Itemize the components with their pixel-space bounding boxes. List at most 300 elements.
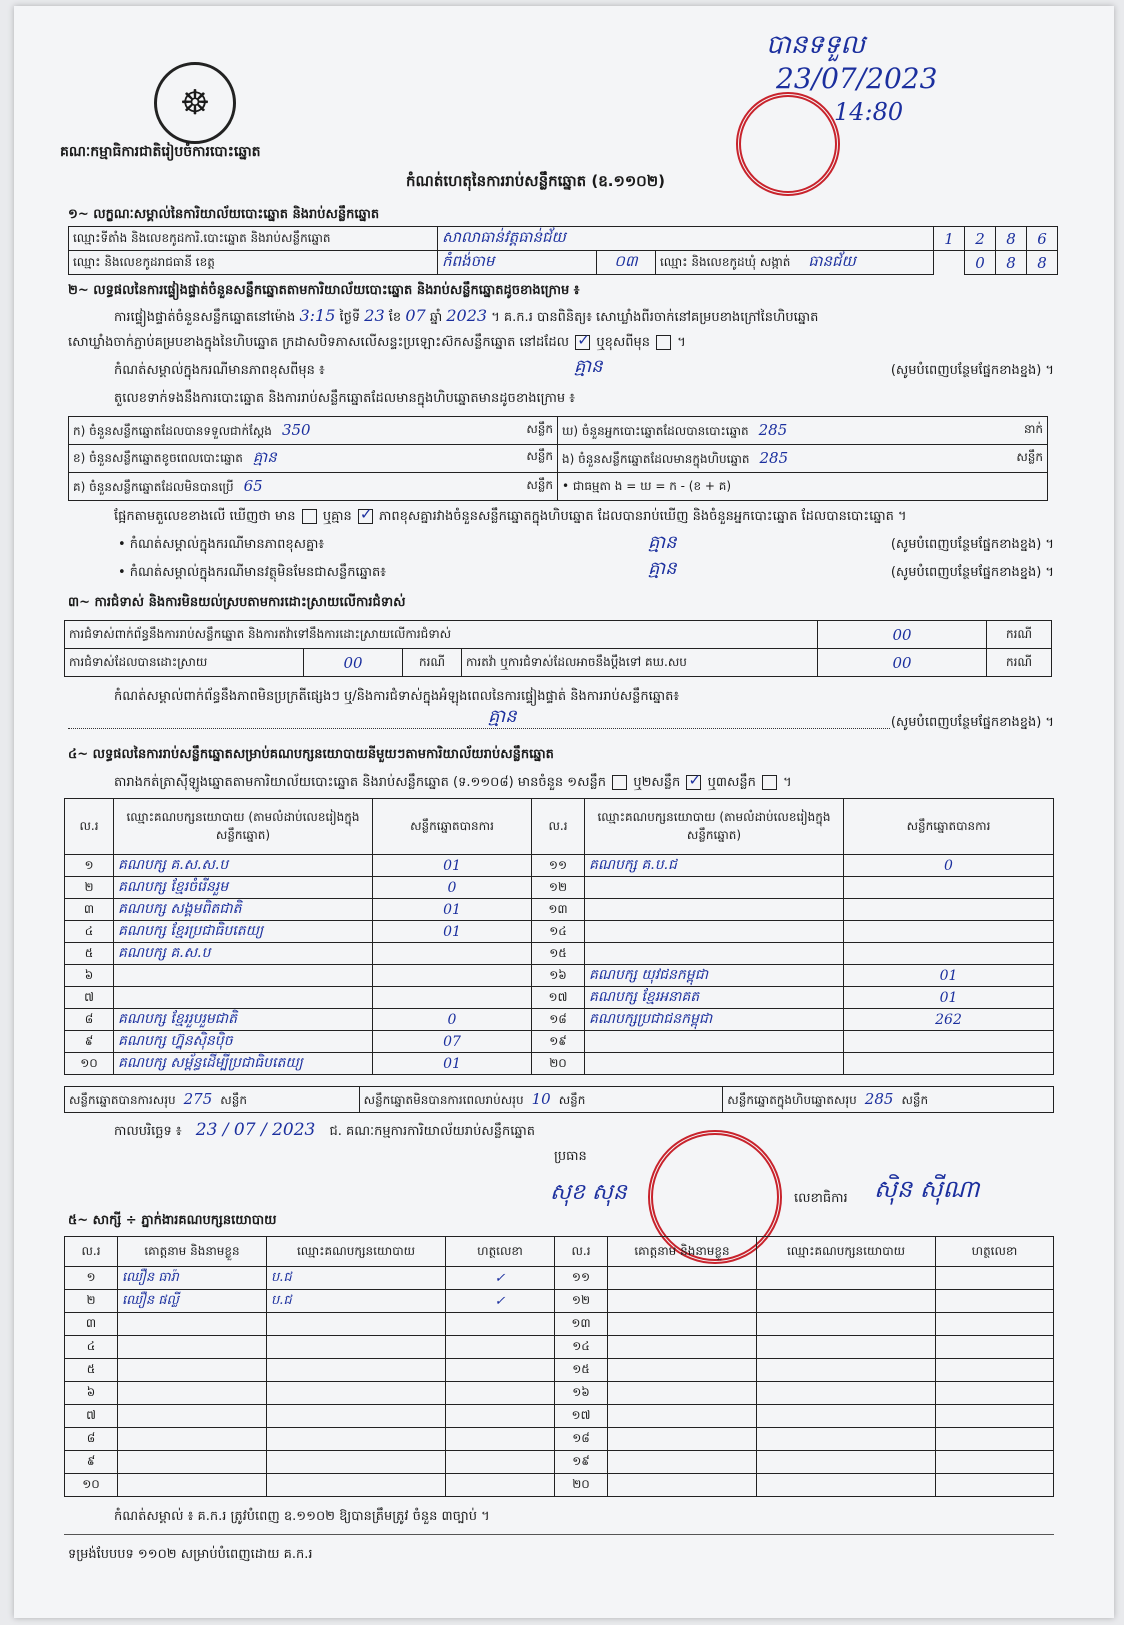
witness-name: ឈឿន ផល្លី: [118, 1290, 267, 1313]
two-sheet-checkbox[interactable]: [686, 775, 701, 790]
party-name: គណបក្ស គ.ស.ប: [114, 943, 373, 965]
total-invalid-label: សន្លឹកឆ្នោតមិនបានការពេលរាប់សរុប: [363, 1092, 524, 1107]
witness-name: [118, 1336, 267, 1359]
row-number: ២០: [555, 1474, 608, 1497]
total-invalid-cell: [359, 1087, 723, 1113]
party-name: [585, 877, 844, 899]
party-name: [585, 899, 844, 921]
col-votes: សន្លឹកឆ្នោតបានការ: [844, 799, 1054, 855]
witness-party: [267, 1428, 446, 1451]
party-results-table: [64, 798, 1054, 1075]
total-box-cell: [723, 1087, 1054, 1113]
objections-table: [64, 620, 1052, 677]
figure-label-b: [69, 445, 558, 473]
commune-code-digit: 8: [1027, 251, 1058, 275]
row-number: ១៩: [532, 1031, 585, 1053]
appeal-label: ការតវ៉ា ឬការជំទាស់ដែលអាចនឹងប្តឹងទៅ គឃ.សប: [462, 649, 818, 677]
vote-count: 0: [373, 877, 532, 899]
chair-label: ប្រធាន: [554, 1149, 587, 1164]
chair-signature: សុខ សុន: [550, 1180, 627, 1205]
footer-divider: [64, 1534, 1054, 1535]
verification-time: 3:15: [299, 306, 336, 325]
unit: ករណី: [987, 649, 1052, 677]
location-value: សាលាធាន់វត្តធាន់ជ័យ: [438, 227, 934, 251]
col-party: ឈ្មោះគណបក្សនយោបាយ (តាមលំដាប់លេខរៀងក្នុងសន្លឹកឆ្នោត): [114, 799, 373, 855]
changed-checkbox[interactable]: [656, 335, 671, 350]
table-row: [65, 943, 1054, 965]
party-name: គណបក្ស ខ្មែរអនាគត: [585, 987, 844, 1009]
witness-party: [757, 1405, 936, 1428]
code-digit: 8: [996, 227, 1027, 251]
witness-party: [267, 1405, 446, 1428]
witness-party: [267, 1382, 446, 1405]
commune-label: ឈ្មោះ និងលេខកូដឃុំ សង្កាត់: [660, 254, 791, 269]
received-ballots-value: 350: [281, 420, 311, 439]
row-number: ១០: [65, 1053, 114, 1075]
row-number: ៤: [65, 921, 114, 943]
col-no: ល.រ: [555, 1237, 608, 1267]
verification-year: 2023: [446, 306, 488, 325]
province-code: ០៣: [597, 251, 656, 275]
witness-signature: [936, 1313, 1054, 1336]
col-no: ល.រ: [65, 1237, 118, 1267]
col-name: គោត្តនាម និងនាមខ្លួន: [608, 1237, 757, 1267]
fill-hint: (សូមបំពេញបន្ថែមផ្នែកខាងខ្នង) ។: [890, 537, 1054, 552]
witness-signature: ✓: [446, 1267, 555, 1290]
code-digit: 1: [934, 227, 965, 251]
vote-count: 01: [844, 965, 1054, 987]
object-note-value: គ្មាន: [648, 558, 677, 579]
col-signature: ហត្ថលេខា: [936, 1237, 1054, 1267]
difference-check-c: ភាពខុសគ្នារវាងចំនួនសន្លឹកឆ្នោតក្នុងហិបឆ្នោត ដែលបានរាប់ឃើញ និងចំនួនអ្នកបោះឆ្នោត ដែលបានបោះឆ្នោត ។: [379, 509, 907, 524]
vote-count: 01: [373, 855, 532, 877]
province-label: ឈ្មោះ និងលេខកូដរាជធានី ខេត្ត: [69, 251, 438, 275]
party-name: [114, 965, 373, 987]
table-row: [65, 921, 1054, 943]
party-name: [585, 943, 844, 965]
table-row: [65, 1313, 1054, 1336]
witness-signature: [936, 1382, 1054, 1405]
formula-text: • ជាធម្មតា ង = ឃ = ក - (ខ + គ): [562, 478, 732, 493]
total-box-value: 285: [864, 1089, 894, 1108]
section2-title: ២~ លទ្ធផលនៃការផ្ទៀងផ្ទាត់ចំនួនសន្លឹកឆ្នោតតាមការិយាល័យបោះឆ្នោត និងរាប់សន្លឹកឆ្នោតដូចខាងក្រោម ៖: [68, 283, 580, 298]
difference-note-value: គ្មាន: [574, 356, 603, 377]
vote-count: [844, 877, 1054, 899]
objection-value: 00: [818, 621, 987, 649]
witness-party: [757, 1313, 936, 1336]
row-number: ៦: [65, 1382, 118, 1405]
vote-count: 0: [373, 1009, 532, 1031]
row-number: ៩: [65, 1451, 118, 1474]
vote-count: [844, 899, 1054, 921]
irregularity-note: កំណត់សម្គាល់ពាក់ព័ន្ធនឹងភាពមិនប្រក្រតីផ្សេងៗ ឬ/និងការជំទាស់ក្នុងអំឡុងពេលនៃការផ្ទៀងផ្ទាត់ និងការរាប់សន្លឹកឆ្នោត៖: [114, 689, 680, 704]
difference-check-a: ផ្អែកតាមតួលេខខាងលើ ឃើញថា មាន: [114, 509, 296, 524]
received-date: 23/07/2023: [776, 62, 938, 95]
row-number: ១៨: [532, 1009, 585, 1031]
vote-count: [844, 1031, 1054, 1053]
witness-party: [267, 1474, 446, 1497]
fill-hint: (សូមបំពេញបន្ថែមផ្នែកខាងខ្នង) ។: [890, 363, 1054, 378]
verification-line: [114, 306, 818, 328]
party-name: [585, 1053, 844, 1075]
table-row: [65, 1053, 1054, 1075]
row-number: ១៩: [555, 1451, 608, 1474]
row-number: ៧: [65, 1405, 118, 1428]
witness-name: [118, 1313, 267, 1336]
witness-signature: [446, 1336, 555, 1359]
vote-count: 262: [844, 1009, 1054, 1031]
witness-signature: ✓: [446, 1290, 555, 1313]
col-name: គោត្តនាម និងនាមខ្លួន: [118, 1237, 267, 1267]
commune-code-digit: 8: [996, 251, 1027, 275]
row-number: ១១: [532, 855, 585, 877]
difference-note-line: [114, 356, 1054, 381]
party-name: គណបក្ស គ.ស.ស.ប: [114, 855, 373, 877]
party-name: គណបក្ស ខ្មែររួបរួមជាតិ: [114, 1009, 373, 1031]
table-row: [65, 1009, 1054, 1031]
code-digit: 6: [1027, 227, 1058, 251]
row-number: ១១: [555, 1267, 608, 1290]
table-row: [65, 1267, 1054, 1290]
received-time: 14:80: [834, 98, 904, 126]
row-number: ១៨: [555, 1428, 608, 1451]
witness-party: [757, 1359, 936, 1382]
party-name: គណបក្ស សម្ព័ន្ធដើម្បីប្រជាធិបតេយ្យ: [114, 1053, 373, 1075]
witness-name: [608, 1451, 757, 1474]
resolved-value: 00: [304, 649, 403, 677]
witness-name: [118, 1428, 267, 1451]
witness-name: [118, 1359, 267, 1382]
section5-title: ៥~ សាក្សី ÷ ភ្នាក់ងារគណបក្សនយោបាយ: [68, 1213, 277, 1228]
verification-text-e: ។ គ.ក.រ បានពិនិត្យ៖ សោឃ្លាំងពីរចាក់នៅគម្របខាងក្រៅនៃហិបឆ្នោត: [491, 310, 819, 325]
vote-count: [844, 921, 1054, 943]
object-note-label: • កំណត់សម្គាល់ក្នុងករណីមានវត្ថុមិនមែនជាសន្លឹកឆ្នោត៖: [118, 565, 386, 580]
witness-signature: [446, 1359, 555, 1382]
unit: សន្លឹក: [526, 421, 553, 436]
changed-label: ឬខុសពីមុន: [596, 335, 650, 350]
witness-name: [118, 1382, 267, 1405]
section4-title: ៤~ លទ្ធផលនៃការរាប់សន្លឹកឆ្នោតសម្រាប់គណបក្សនយោបាយនីមួយៗតាមការិយាល័យរាប់សន្លឹកឆ្នោត: [68, 747, 554, 762]
difference-check-line: [114, 508, 907, 527]
table-row: [65, 987, 1054, 1009]
official-seal-top: [736, 92, 840, 196]
figure-label-a: [69, 417, 558, 445]
row-number: ៧: [65, 987, 114, 1009]
unchanged-checkbox[interactable]: [575, 335, 590, 350]
received-ballots-label: ក) ចំនួនសន្លឹកឆ្នោតដែលបានទទួលជាក់ស្តែង: [73, 423, 272, 438]
province-value: កំពង់ចាម: [438, 251, 597, 275]
date-label: កាលបរិច្ឆេទ ៖: [114, 1124, 182, 1139]
party-name: គណបក្ស សង្គមពិតជាតិ: [114, 899, 373, 921]
section1-title: ១~ លក្ខណៈសម្គាល់នៃការិយាល័យបោះឆ្នោត និងរាប់សន្លឹកឆ្នោត: [68, 207, 380, 222]
row-number: ១៦: [532, 965, 585, 987]
table-row: [65, 1405, 1054, 1428]
date-value: 23 / 07 / 2023: [195, 1120, 316, 1140]
row-number: ២: [65, 877, 114, 899]
witness-name: [608, 1336, 757, 1359]
witness-party: [757, 1428, 936, 1451]
witness-signature: [936, 1267, 1054, 1290]
formula-cell: [558, 473, 1048, 501]
no-difference-checkbox[interactable]: [358, 509, 373, 524]
diff-note-line: [118, 532, 1054, 555]
row-number: ៤: [65, 1336, 118, 1359]
ballots-in-box-label: ង) ចំនួនសន្លឹកឆ្នោតដែលមានក្នុងហិបឆ្នោត: [562, 451, 750, 466]
verification-text-a: ការផ្ទៀងផ្ទាត់ចំនួនសន្លឹកឆ្នោតនៅម៉ោង: [114, 310, 296, 325]
witness-party: ប.ជ: [267, 1267, 446, 1290]
party-name: [114, 987, 373, 1009]
table-row: [65, 1290, 1054, 1313]
totals-table: [64, 1086, 1054, 1113]
witness-party: [757, 1290, 936, 1313]
committee-label: ជ. គណៈកម្មការការិយាល័យរាប់សន្លឹកឆ្នោត: [329, 1124, 536, 1139]
figures-intro: តួលេខទាក់ទងនឹងការបោះឆ្នោត និងការរាប់សន្លឹកឆ្នោតដែលមានក្នុងហិបឆ្នោតមានដូចខាងក្រោម ៖: [114, 391, 575, 406]
witness-party: [267, 1336, 446, 1359]
figure-label-e: [558, 445, 1048, 473]
table-row: [65, 1474, 1054, 1497]
verification-day: 23: [364, 306, 385, 325]
ballot-figures-table: [68, 416, 1048, 501]
row-number: ៥: [65, 1359, 118, 1382]
verification-text-d: ឆ្នាំ: [429, 310, 443, 325]
witness-signature: [446, 1405, 555, 1428]
table-row: [65, 899, 1054, 921]
three-sheet-checkbox[interactable]: [762, 775, 777, 790]
table-row: [65, 1451, 1054, 1474]
form-title: កំណត់ហេតុនៃការរាប់សន្លឹកឆ្នោត (ឧ.១១០២): [406, 172, 666, 190]
col-votes: សន្លឹកឆ្នោតបានការ: [373, 799, 532, 855]
figure-label-d: [558, 417, 1048, 445]
spoiled-ballots-label: ខ) ចំនួនសន្លឹកឆ្នោតខូចពេលបោះឆ្នោត: [73, 450, 243, 465]
unit: ករណី: [987, 621, 1052, 649]
vote-count: [373, 987, 532, 1009]
row-number: ៨: [65, 1428, 118, 1451]
vote-count: 07: [373, 1031, 532, 1053]
witness-table: [64, 1236, 1054, 1497]
total-valid-label: សន្លឹកឆ្នោតបានការសរុប: [69, 1092, 176, 1107]
witness-party: [267, 1313, 446, 1336]
secretary-signature: ស៊ិន ស៊ីណា: [874, 1175, 980, 1203]
vote-count: 01: [844, 987, 1054, 1009]
witness-signature: [936, 1359, 1054, 1382]
witness-signature: [936, 1474, 1054, 1497]
total-valid-value: 275: [183, 1089, 213, 1108]
unit: សន្លឹក: [1016, 449, 1043, 464]
footer-note: កំណត់សម្គាល់ ៖ គ.ក.រ ត្រូវបំពេញ ឧ.១១០២ ឱ្យបានត្រឹមត្រូវ ចំនួន ៣ច្បាប់ ។: [114, 1509, 490, 1524]
row-number: ១២: [555, 1290, 608, 1313]
commune-cell: [656, 251, 934, 275]
witness-name: [608, 1290, 757, 1313]
unit: ករណី: [403, 649, 462, 677]
tally-sheet-line: តារាងកត់ត្រាស៊ីឡូងឆ្នោតតាមការិយាល័យបោះឆ្នោត និងរាប់សន្លឹកឆ្នោត (ទ.១១០៨) មានចំនួន ១សន្លឹក ឬ២សន្លឹក ✓ ឬ៣សន្លឹក ។: [114, 774, 792, 793]
witness-signature: [936, 1290, 1054, 1313]
table-row: [65, 1359, 1054, 1382]
col-signature: ហត្ថលេខា: [446, 1237, 555, 1267]
row-number: ៣: [65, 1313, 118, 1336]
row-number: ១៤: [555, 1336, 608, 1359]
has-difference-checkbox[interactable]: [302, 509, 317, 524]
irregularity-value: គ្មាន: [488, 706, 517, 727]
witness-name: [608, 1313, 757, 1336]
fill-hint: (សូមបំពេញបន្ថែមផ្នែកខាងខ្នង) ។: [891, 714, 1054, 733]
unit: សន្លឹក: [220, 1092, 247, 1107]
witness-name: [118, 1451, 267, 1474]
row-number: ៩: [65, 1031, 114, 1053]
row-number: ៥: [65, 943, 114, 965]
org-name: គណៈកម្មាធិការជាតិរៀបចំការបោះឆ្នោត: [60, 144, 261, 160]
witness-name: [608, 1359, 757, 1382]
form-reference: ទម្រង់បែបបទ ១១០២ សម្រាប់បំពេញដោយ គ.ក.រ: [68, 1547, 313, 1562]
vote-count: [844, 943, 1054, 965]
witness-name: [608, 1474, 757, 1497]
difference-check-b: ឬគ្មាន: [322, 509, 352, 524]
seal-line: សោឃ្លាំងចាក់ភ្ជាប់គម្របខាងក្នុងនៃហិបឆ្នោត ក្រដាសបិទភាសលើសន្ទះប្រឡោះស៊កសន្លឹកឆ្នោត នៅដដែល ✓ ឬខុសពីមុន ។: [68, 334, 686, 353]
section3-title: ៣~ ការជំទាស់ និងការមិនយល់ស្របតាមការដោះស្រាយលើការជំទាស់: [68, 595, 406, 610]
voters-label: ឃ) ចំនួនអ្នកបោះឆ្នោតដែលបានបោះឆ្នោត: [562, 423, 749, 438]
col-party: ឈ្មោះគណបក្សនយោបាយ: [267, 1237, 446, 1267]
witness-party: [267, 1451, 446, 1474]
witness-body: [65, 1267, 1054, 1497]
document-page: [14, 6, 1114, 1618]
row-number: ២០: [532, 1053, 585, 1075]
unused-ballots-value: 65: [243, 476, 263, 495]
witness-name: [608, 1405, 757, 1428]
witness-name: [608, 1382, 757, 1405]
party-results-body: [65, 855, 1054, 1075]
fill-hint: (សូមបំពេញបន្ថែមផ្នែកខាងខ្នង) ។: [890, 565, 1054, 580]
diff-note-label: • កំណត់សម្គាល់ក្នុងករណីមានភាពខុសគ្នា៖: [118, 537, 325, 552]
witness-signature: [936, 1336, 1054, 1359]
vote-count: 0: [844, 855, 1054, 877]
row-number: ៦: [65, 965, 114, 987]
witness-name: [608, 1267, 757, 1290]
witness-party: [757, 1267, 936, 1290]
witness-party: [267, 1359, 446, 1382]
witness-signature: [936, 1451, 1054, 1474]
row-number: ១០: [65, 1474, 118, 1497]
row-number: ៣: [65, 899, 114, 921]
total-invalid-value: 10: [531, 1089, 551, 1108]
witness-name: [608, 1428, 757, 1451]
received-note: បានទទួល: [766, 30, 866, 60]
witness-signature: [446, 1428, 555, 1451]
table-row: [65, 855, 1054, 877]
ballots-in-box-value: 285: [759, 448, 789, 467]
col-party: ឈ្មោះគណបក្សនយោបាយ (តាមលំដាប់លេខរៀងក្នុងសន្លឹកឆ្នោត): [585, 799, 844, 855]
vote-count: [844, 1053, 1054, 1075]
appeal-value: 00: [818, 649, 987, 677]
code-digit: 2: [965, 227, 996, 251]
col-no: ល.រ: [65, 799, 114, 855]
witness-signature: [446, 1382, 555, 1405]
table-row: [65, 965, 1054, 987]
commune-code-digit: 0: [965, 251, 996, 275]
unit: សន្លឹក: [901, 1092, 929, 1107]
row-number: ១២: [532, 877, 585, 899]
party-name: គណបក្ស ខ្មែរប្រជាធិបតេយ្យ: [114, 921, 373, 943]
tally-sheet-text: តារាងកត់ត្រាស៊ីឡូងឆ្នោតតាមការិយាល័យបោះឆ្នោត និងរាប់សន្លឹកឆ្នោត (ទ.១១០៨) មានចំនួន ១សន្លឹក: [114, 775, 607, 790]
three-sheet-label: ឬ៣សន្លឹក: [707, 775, 756, 790]
witness-party: [757, 1336, 936, 1359]
seal-line-text: សោឃ្លាំងចាក់ភ្ជាប់គម្របខាងក្នុងនៃហិបឆ្នោត ក្រដាសបិទភាសលើសន្ទះប្រឡោះស៊កសន្លឹកឆ្នោត នៅដដែល: [68, 335, 570, 350]
row-number: ៨: [65, 1009, 114, 1031]
col-party: ឈ្មោះគណបក្សនយោបាយ: [757, 1237, 936, 1267]
object-note-line: [118, 558, 1054, 583]
one-sheet-checkbox[interactable]: [612, 775, 627, 790]
witness-signature: [936, 1428, 1054, 1451]
nec-emblem: ☸: [154, 62, 236, 144]
spoiled-ballots-value: គ្មាន: [252, 447, 277, 466]
table-row: [65, 1382, 1054, 1405]
voters-value: 285: [758, 420, 788, 439]
witness-party: [757, 1451, 936, 1474]
total-box-label: សន្លឹកឆ្នោតក្នុងហិបឆ្នោតសរុប: [727, 1092, 857, 1107]
row-number: ១៤: [532, 921, 585, 943]
party-name: គណបក្ស ហ្វ៊ុនស៊ិនប៉ិច: [114, 1031, 373, 1053]
witness-name: [118, 1474, 267, 1497]
section1-table: [68, 226, 1058, 275]
table-row: [65, 1336, 1054, 1359]
row-number: ១៣: [532, 899, 585, 921]
vote-count: [373, 943, 532, 965]
location-label: ឈ្មោះទីតាំង និងលេខកូដការិ.បោះឆ្នោត និងរាប់សន្លឹកឆ្នោត: [69, 227, 438, 251]
row-number: ១៥: [555, 1359, 608, 1382]
secretary-label: លេខាធិការ: [794, 1191, 848, 1206]
witness-signature: [446, 1474, 555, 1497]
party-name: [585, 1031, 844, 1053]
witness-party: [757, 1382, 936, 1405]
two-sheet-label: ឬ២សន្លឹក: [633, 775, 681, 790]
blank-cell: [934, 251, 965, 275]
figure-label-c: [69, 473, 558, 501]
objection-label: ការជំទាស់ពាក់ព័ន្ធនឹងការរាប់សន្លឹកឆ្នោត និងការតវ៉ាទៅនឹងការដោះស្រាយលើការជំទាស់: [65, 621, 818, 649]
col-no: ល.រ: [532, 799, 585, 855]
party-name: [585, 921, 844, 943]
diff-note-value: គ្មាន: [648, 532, 677, 553]
row-number: ១៧: [555, 1405, 608, 1428]
row-number: ១៧: [532, 987, 585, 1009]
witness-party: ប.ជ: [267, 1290, 446, 1313]
row-number: ១: [65, 1267, 118, 1290]
witness-signature: [446, 1451, 555, 1474]
total-valid-cell: [65, 1087, 360, 1113]
vote-count: 01: [373, 1053, 532, 1075]
resolved-label: ការជំទាស់ដែលបានដោះស្រាយ: [65, 649, 304, 677]
party-name: គណបក្ស គ.ប.ជ: [585, 855, 844, 877]
row-number: ១៦: [555, 1382, 608, 1405]
unit: នាក់: [1023, 421, 1043, 436]
row-number: ១៣: [555, 1313, 608, 1336]
verification-month: 07: [405, 306, 426, 325]
table-row: [65, 1031, 1054, 1053]
unit: សន្លឹក: [526, 477, 553, 492]
date-line: [114, 1120, 535, 1142]
party-name: គណបក្សប្រជាជនកម្ពុជា: [585, 1009, 844, 1031]
witness-signature: [936, 1405, 1054, 1428]
vote-count: [373, 965, 532, 987]
party-name: គណបក្ស ខ្មែរចំរើនរួម: [114, 877, 373, 899]
vote-count: 01: [373, 921, 532, 943]
difference-note-label: កំណត់សម្គាល់ក្នុងករណីមានភាពខុសពីមុន ៖: [114, 363, 325, 378]
witness-party: [757, 1474, 936, 1497]
row-number: ១៥: [532, 943, 585, 965]
unit: សន្លឹក: [526, 448, 553, 463]
table-row: [65, 877, 1054, 899]
witness-name: ឈឿន ធារ៉ា: [118, 1267, 267, 1290]
vote-count: 01: [373, 899, 532, 921]
irregularity-line: [68, 706, 1054, 730]
table-row: [65, 1428, 1054, 1451]
